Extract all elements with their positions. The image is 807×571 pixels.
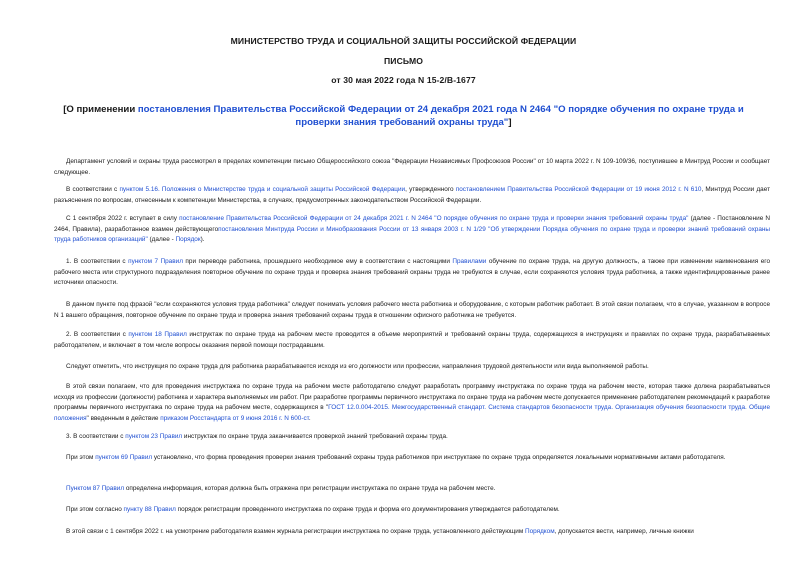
document-link[interactable]: пунктом 18 Правил [128,331,187,338]
paragraph [54,257,770,289]
paragraph [54,527,770,538]
paragraph-text: Следует отметить, что инструкция по охране труда для работника разрабатывается исходя из его должности или профессии, направления трудовой деятельности или вида выполняемой работы. [66,363,649,370]
document-link[interactable]: Пунктом 87 Правил [66,485,125,492]
paragraph [54,362,770,373]
document-link[interactable]: Правилами [452,258,487,265]
title-close: ] [508,117,512,128]
paragraph [54,382,770,424]
paragraph-text: инструктаж по охране труда заканчивается проверкой знаний требований охраны труда. [182,433,448,440]
paragraph [54,330,770,351]
paragraph-text: 2. В соответствии с [66,331,129,338]
document-link[interactable]: постановлением Правительства Российской Федерации от 19 июня 2012 г. N 610 [455,186,702,193]
paragraph-text: ). [200,236,205,244]
document-link[interactable]: постановление Правительства Российской Федерации от 24 декабря 2021 г. N 2464 "О порядке обучения по охране труда и проверки знания требований охраны труда" [179,215,689,222]
paragraph-text: С 1 сентября 2022 г. вступает в силу [66,215,180,222]
paragraph-text: , допускается вести, например, личные книжки [554,528,694,535]
paragraph-text: Департамент условий и охраны труда рассмотрел в пределах компетенции письмо Общероссийского союза "Федерации Независимых Профсоюзов России" от 10 марта 2022 г. N 109-109/36, поступившее в Минтруд России и сообщает следующее. [54,158,770,176]
paragraph-text: , Минтруд России дает разъяснения по вопросам, отнесенным к компетенции Министерства, в случаях, предусмотренных законодательством Российской Федерации. [54,186,771,204]
document-link[interactable]: пунктом 23 Правил [125,433,183,440]
paragraph-text: В этой связи с 1 сентября 2022 г. на усмотрение работодателя взамен журнала регистрации инструктажа по охране труда, установленного действующим [66,528,525,535]
paragraph-text: . [308,414,311,422]
ministry-heading: МИНИСТЕРСТВО ТРУДА И СОЦИАЛЬНОЙ ЗАЩИТЫ РОССИЙСКОЙ ФЕДЕРАЦИИ [230,36,577,46]
document-link[interactable]: Порядок [175,236,201,244]
paragraph-text: (далее - [147,236,176,244]
paragraph [54,300,770,321]
paragraph-text: 1. В соответствии с [66,258,129,265]
paragraph-text: В данном пункте под фразой "если сохраняются условия труда работника" следует понимать условия рабочего места работника и оборудование, с которым работник работает. В этой связи полагаем, что в случае, указанном в вопросе N 1 вашего обращения, повторное обучение по охране труда и проверка знания требований охраны труда в отношении офисного работника не требуется. [54,301,770,319]
document-link[interactable]: постановления Минтруда России и Минобразования России от 13 января 2003 г. N 1/29 "Об утверждении Порядка обучения по охране труда и проверки знаний требований охраны труда работников организаций" [54,225,770,244]
paragraph [54,484,770,495]
paragraph-text: (далее - Постановление N 2464, Правила), разработанное взамен действующего [54,215,770,233]
date-number-heading: от 30 мая 2022 года N 15-2/В-1677 [331,75,476,85]
paragraph [54,157,770,178]
paragraph [54,185,770,206]
paragraph-text: инструктаж по охране труда на рабочем месте проводится в объеме мероприятий и требований охраны труда, содержащихся в инструкциях и правилах по охране труда, разрабатываемых работодателем, и включает в том числе вопросы оказания первой помощи пострадавшим. [54,331,770,349]
paragraph [54,214,770,246]
document-title [40,103,767,129]
title-open: [О применении [63,104,138,115]
doc-type-heading: ПИСЬМО [384,56,423,66]
document-link[interactable]: приказом Росстандарта от 9 июня 2016 г. N 600-ст [160,414,309,422]
paragraph [54,505,770,516]
paragraph-text: При этом согласно [66,506,124,513]
document-link[interactable]: пунктом 69 Правил [95,454,153,461]
document-link[interactable]: Порядком [524,528,555,535]
title-link[interactable]: постановления Правительства Российской Федерации от 24 декабря 2021 года N 2464 "О порядке обучения по охране труда и проверки знания требований охраны труда" [137,104,744,128]
document-link[interactable]: пункту 88 Правил [123,506,176,513]
paragraph [54,453,770,464]
paragraph [54,432,770,443]
paragraph-text: При этом [66,454,96,461]
paragraph-text: В этой связи полагаем, что для проведения инструктажа по охране труда на рабочем месте работодателю следует разработать программу инструктажа по охране труда на рабочем месте, которая также должна разрабатываться исходя из профессии (должности) работника и характера выполняемых им работ. При разработке программы первичного инструктажа по охране труда на рабочем месте допускается применение работодателем рекомендаций к разработке программы первичного инструктажа по охране труда на рабочем месте, содержащихся в " [54,383,770,412]
paragraph-text: " введенным в действие [86,414,161,422]
paragraph-text: определена информация, которая должна быть отражена при регистрации инструктажа по охране труда на рабочем месте. [124,485,496,492]
document-link[interactable]: пунктом 5.16. Положения о Министерстве труда и социальной защиты Российской Федерации [119,186,406,193]
paragraph-text: В соответствии с [66,186,120,193]
paragraph-text: порядок регистрации проведенного инструктажа по охране труда и форма его документирования утверждается работодателем. [175,506,560,513]
document-link[interactable]: ГОСТ 12.0.004-2015. Межгосударственный стандарт. Система стандартов безопасности труда. Организация обучения безопасности труда. Общие положения [54,404,770,422]
document-link[interactable]: пунктом 7 Правил [128,258,183,265]
paragraph-text: при переводе работника, прошедшего необходимое ему в соответствии с настоящими [182,258,453,265]
paragraph-text: , утвержденного [405,186,456,193]
paragraph-text: обучение по охране труда, на другую должность, а также при изменении наименования его рабочего места или структурного подразделения повторное обучение по охране труда и проверка знания требований охраны труда не требуются в случае, если сохраняются условия труда работника, а также идентифицированные ранее источники опасности. [54,258,771,287]
paragraph-text: установлено, что форма проведения проверки знания требований охраны труда работников при инструктаже по охране труда определяется локальными нормативными актами работодателя. [152,454,726,461]
paragraph-text: 3. В соответствии с [66,433,126,440]
